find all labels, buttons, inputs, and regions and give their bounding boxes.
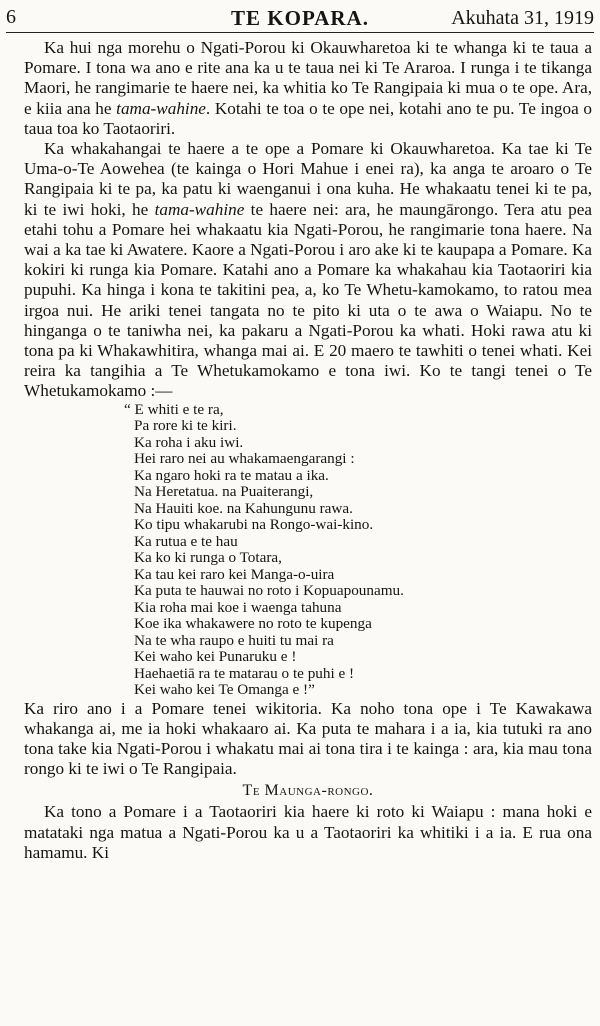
paragraph-2: Ka whakahangai te haere a te ope a Pomare ki Okauwharetoa. Ka tae ki Te Uma-o-Te Aowehea (te kainga o Hori Mahue i enei ra), ka anga te aroaro o Te Rangipaia ki te pa, ka patu ki waenganui i ona kuha. He whakaatu tenei ki te pa, ki te iwi hoki, he tama-wahine te haere nei: ara, he maungārongo. Tera atu pea etahi tohu a Pomare hei whakaatu kia Ngati-Porou, he rangimarie tona haere. Na wai a ka tae ki Awatere. Kaore a Ngati-Porou i aro ake ki te kaupapa a Pomare. Ka kokiri ki runga kia Pomare. Katahi ano a Pomare ka whakahau kia Taotaoriri kia pupuhi. Ka hinga i kona te takitini pea, a, ko Te Whetu-kamokamo, to ratou mea irgoa nui. He ariki tenei tangata no te pito ki uta o te awa o Waiapu. No te hinganga o te taniwha nei, ka pakaru a Ngati-Porou ka whati. Hoki rawa atu ki tona pa ki Whakawhitira, whanga mai ai. E 20 maero te tawhiti o tenei whati. Kei reira ka tangihia a Te Whetukamokamo e tona iwi. Ko te tangi tenei o Te Whetukamokamo :— — [24, 139, 593, 401]
publication-title: TE KOPARA. — [231, 6, 369, 30]
poem-line: Ka ko ki runga o Totara, — [134, 549, 282, 567]
poem-line: Ka ngaro hoki ra te matau a ika. — [134, 466, 329, 484]
poem-line: Ka tau kei raro kei Manga-o-uira — [134, 565, 335, 583]
poem-line: Koe ika whakawere no roto te kupenga — [134, 615, 372, 633]
poem-line: Kia roha mai koe i waenga tahuna — [134, 598, 342, 616]
issue-date: Akuhata 31, 1919 — [451, 7, 594, 29]
paragraph-1: Ka hui nga morehu o Ngati-Porou ki Okauwharetoa ki te whanga ki te taua a Pomare. I tona wa ano e rite ana ka u te taua nei ki Te Araroa. I runga i te tikanga Maori, he rangimarie te haere nei, ka whitia ko Te Rangipaia ki mua o te ope. Ara, e kiia ana he tama-wahine. Kotahi te toa o te ope nei, kotahi ano te pu. Te ingoa o taua toa ko Taotaoriri. — [24, 38, 592, 138]
article-body — [24, 38, 592, 863]
section-heading: Te Maunga-rongo. — [242, 782, 374, 800]
poem-line: Ka rutua e te hau — [134, 532, 238, 550]
poem-line: Ko tipu whakarubi na Rongo-wai-kino. — [134, 516, 374, 534]
poem-line: Na Hauiti koe. na Kahungunu rawa. — [134, 499, 353, 517]
poem-line: Ka puta te hauwai no roto i Kopuapounamu. — [134, 582, 404, 600]
lament-poem — [124, 402, 592, 699]
poem-line: Hei raro nei au whakamaengarangi : — [134, 450, 355, 468]
poem-line: Haehaetiā ra te matarau o te puhi e ! — [134, 664, 355, 682]
poem-line: Ka roha i aku iwi. — [134, 433, 244, 451]
poem-line: Kei waho kei Punaruku e ! — [134, 648, 297, 666]
poem-line: Na Heretatua. na Puaiterangi, — [134, 483, 314, 501]
page-number: 6 — [6, 6, 16, 28]
italic-term: tama-wahine — [116, 98, 206, 118]
poem-line: Na te wha raupo e huiti tu mai ra — [134, 631, 334, 649]
paragraph-after-poem: Ka riro ano i a Pomare tenei wikitoria. Ka noho tona ope i Te Kawakawa whakanga ai, me ia hoki whakaaro ai. Ka puta te mahara i a ia, kia tutuki ra ano tona take kia Ngati-Porou i whakatu mai ai tona tira i te kainga : ara, kia mau tona rongo ki te iwi o Te Rangipaia. — [24, 698, 592, 779]
poem-line: Kei waho kei Te Omanga e !” — [134, 681, 315, 699]
italic-term: tama-wahine — [154, 199, 245, 219]
poem-line: “ E whiti e te ra, — [124, 400, 224, 418]
page-header — [6, 4, 594, 33]
final-paragraph: Ka tono a Pomare i a Taotaoriri kia haere ki roto ki Waiapu : mana hoki e matataki nga matua a Ngati-Porou ka u a Taotaoriri ka whitiki i a ia. E rua ona hamamu. Ki — [24, 802, 592, 862]
poem-line: Pa rore ki te kiri. — [134, 417, 237, 435]
